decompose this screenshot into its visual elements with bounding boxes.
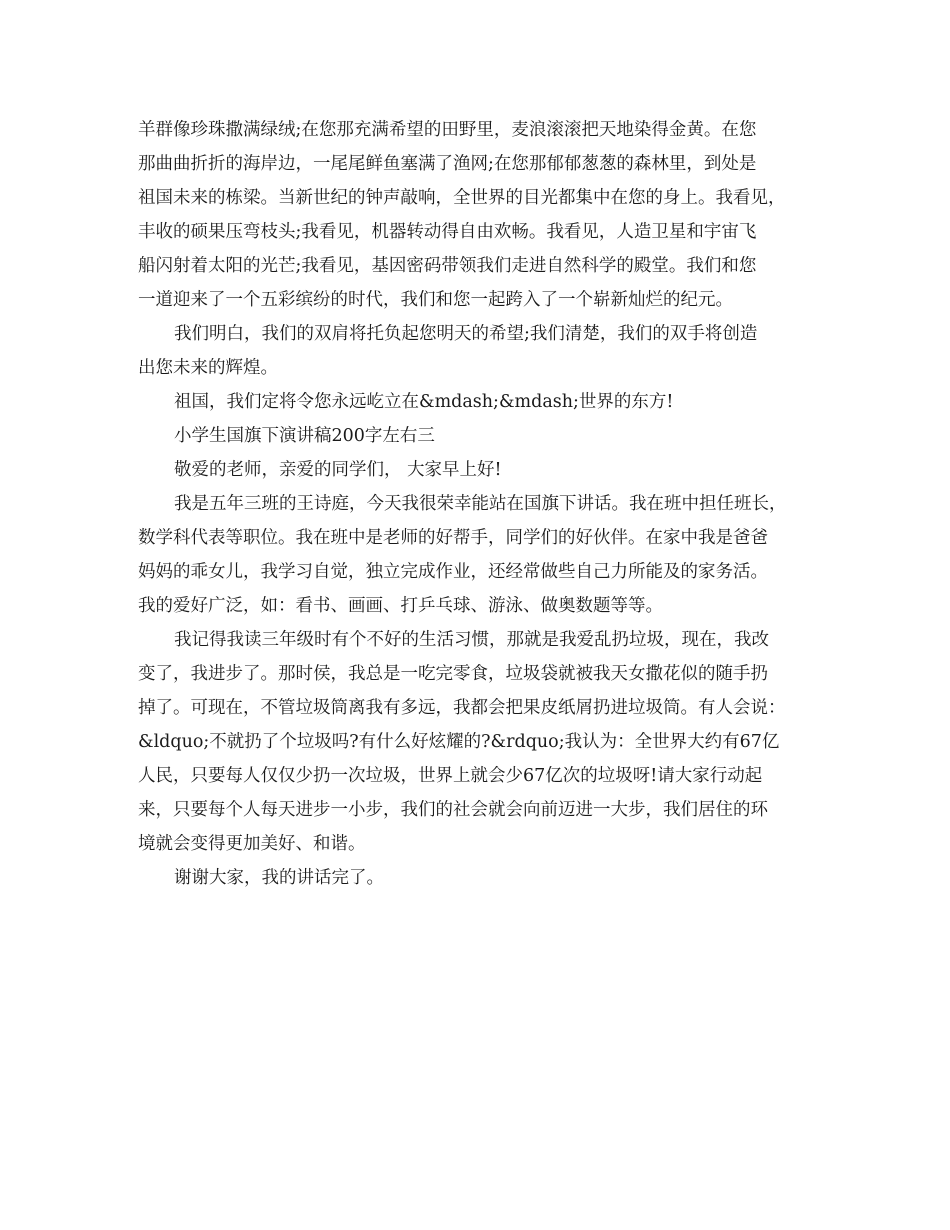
text-line: 羊群像珍珠撒满绿绒;在您那充满希望的田野里，麦浪滚滚把天地染得金黄。在您 [138, 120, 757, 140]
text-line: 我的爱好广泛，如：看书、画画、打乒乓球、游泳、做奥数题等等。 [138, 596, 663, 616]
text-line: 来，只要每个人每天进步一小步，我们的社会就会向前迈进一大步，我们居住的环 [138, 800, 768, 820]
text-line: 祖国，我们定将令您永远屹立在&mdash;&mdash;世界的东方! [174, 392, 674, 412]
document-body [138, 113, 824, 895]
text-line: 一道迎来了一个五彩缤纷的时代，我们和您一起跨入了一个崭新灿烂的纪元。 [138, 290, 733, 310]
text-line: 掉了。可现在，不管垃圾筒离我有多远，我都会把果皮纸屑扔进垃圾筒。有人会说： [138, 698, 786, 718]
text-line: 妈妈的乖女儿，我学习自觉，独立完成作业，还经常做些自己力所能及的家务活。 [138, 562, 768, 582]
text-line: 我记得我读三年级时有个不好的生活习惯，那就是我爱乱扔垃圾，现在，我改 [174, 630, 769, 650]
text-line: 祖国未来的栋梁。当新世纪的钟声敲响，全世界的目光都集中在您的身上。我看见， [138, 188, 786, 208]
text-line: 敬爱的老师，亲爱的同学们， 大家早上好! [174, 460, 502, 480]
text-line: 那曲曲折折的海岸边，一尾尾鲜鱼塞满了渔网;在您那郁郁葱葱的森林里，到处是 [138, 154, 757, 174]
text-line: &ldquo;不就扔了个垃圾吗?有什么好炫耀的?&rdquo;我认为：全世界大约有67亿 [138, 732, 780, 752]
paragraph [138, 385, 824, 419]
paragraph [138, 623, 824, 861]
text-line: 数学科代表等职位。我在班中是老师的好帮手，同学们的好伙伴。在家中我是爸爸 [138, 528, 768, 548]
text-line: 境就会变得更加美好、和谐。 [138, 834, 366, 854]
paragraph [138, 453, 824, 487]
paragraph [138, 487, 824, 623]
text-line: 人民，只要每人仅仅少扔一次垃圾，世界上就会少67亿次的垃圾呀!请大家行动起 [138, 766, 763, 786]
paragraph [138, 419, 824, 453]
text-line: 变了，我进步了。那时侯，我总是一吃完零食，垃圾袋就被我天女撒花似的随手扔 [138, 664, 768, 684]
text-line: 丰收的硕果压弯枝头;我看见，机器转动得自由欢畅。我看见，人造卫星和宇宙飞 [138, 222, 757, 242]
text-line: 我们明白，我们的双肩将托负起您明天的希望;我们清楚，我们的双手将创造 [174, 324, 758, 344]
text-line: 船闪射着太阳的光芒;我看见，基因密码带领我们走进自然科学的殿堂。我们和您 [138, 256, 757, 276]
text-line: 我是五年三班的王诗庭，今天我很荣幸能站在国旗下讲话。我在班中担任班长， [174, 494, 787, 514]
paragraph [138, 317, 824, 385]
text-line: 出您未来的辉煌。 [138, 358, 278, 378]
text-line: 谢谢大家，我的讲话完了。 [174, 868, 384, 888]
paragraph [138, 113, 824, 317]
text-line: 小学生国旗下演讲稿200字左右三 [174, 426, 435, 446]
paragraph [138, 861, 824, 895]
